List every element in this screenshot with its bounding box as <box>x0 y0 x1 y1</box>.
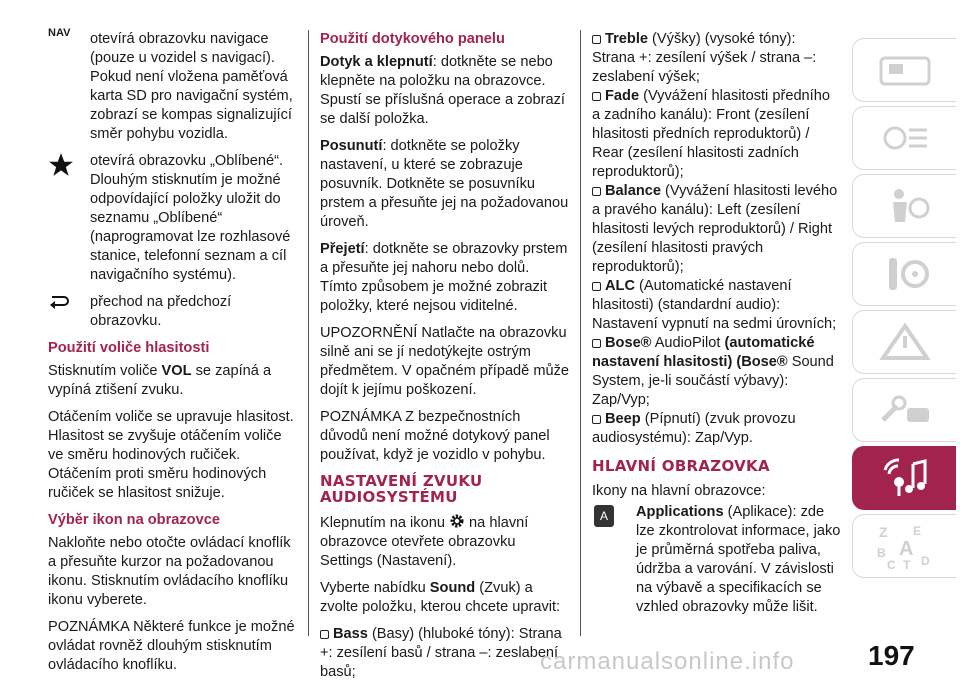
text: : dotkněte se nebo klepněte na položku na obrazovce. Spustí se příslušná operace a zobrazí se další položka. <box>320 54 565 127</box>
index-letters-icon <box>873 521 937 571</box>
tab-car-info[interactable] <box>852 38 956 102</box>
back-arrow-icon <box>48 294 88 317</box>
text: (Pípnutí) (zvuk provozu audiosystému): Zap/Vyp. <box>592 411 796 446</box>
text: AudioPilot <box>651 335 725 351</box>
svg-text:T: T <box>902 558 910 571</box>
text: (Basy) (hluboké tóny): Strana +: zesílení basů / strana –: zeslabení basů; <box>320 626 562 680</box>
checkbox-icon <box>592 415 601 424</box>
term: (automatické nastavení hlasitosti) (Bose® <box>592 335 815 370</box>
tab-starting-driving[interactable] <box>852 242 956 306</box>
term: Přejetí <box>320 241 365 257</box>
checkbox-icon <box>592 339 601 348</box>
term: Dotyk a klepnutí <box>320 54 433 70</box>
page-number: 197 <box>868 640 915 671</box>
sound-label: Sound <box>429 580 476 596</box>
text: (Zvuk) a zvolte položku, kterou chcete upravit: <box>320 580 561 615</box>
warning-triangle-icon <box>875 322 935 362</box>
fade-item <box>592 87 842 182</box>
volume-paragraph-2: Otáčením voliče se upravuje hlasitost. Hlasitost se zvyšuje otáčením voliče ve směru hodinových ručiček. Otáčením proti směru hodinových ručiček se hlasitost snižuje. <box>48 409 294 501</box>
term: Fade <box>605 88 640 104</box>
heading-audio-settings: NASTAVENÍ ZVUKU AUDIOSYSTÉMU <box>320 472 483 506</box>
term: Bose® <box>605 335 652 351</box>
heading-select-icons: Výběr ikon na obrazovce <box>48 512 220 528</box>
text: Stisknutím voliče <box>48 363 162 379</box>
tab-multimedia[interactable] <box>852 446 956 510</box>
tab-maintenance[interactable] <box>852 378 956 442</box>
note-text: POZNÁMKA Z bezpečnostních důvodů není možné dotykový panel používat, když je vozidlo v pohybu. <box>320 409 550 463</box>
column-divider <box>308 30 309 636</box>
applications-icon: A <box>594 505 614 527</box>
tab-safety[interactable] <box>852 174 956 238</box>
column-2 <box>320 30 570 690</box>
tab-index[interactable] <box>852 514 956 578</box>
back-item <box>48 293 298 331</box>
text: Klepnutím na ikonu <box>320 515 449 531</box>
multimedia-icon <box>875 456 935 500</box>
audio-paragraph-1 <box>320 513 570 571</box>
alc-item <box>592 277 842 334</box>
back-text: přechod na předchozí obrazovku. <box>90 294 232 329</box>
text: (Vyvážení hlasitosti předního a zadního kanálu): Front (zesílení hlasitosti předních reproduktorů) / Rear (zesílení hlasitosti zadních reproduktorů); <box>592 88 830 180</box>
watermark: carmanualsonline.info <box>540 648 795 675</box>
checkbox-icon <box>592 92 601 101</box>
text: (Aplikace): zde lze zkontrolovat informace, jako je průměrná spotřeba paliva, údržba a varování. V závislosti na výbavě a specifikacích se vzhled obrazovky může lišit. <box>636 504 841 615</box>
touch-swipe <box>320 240 570 316</box>
dashboard-lights-icon <box>875 118 935 158</box>
heading-touch-panel: Použití dotykového panelu <box>320 31 505 47</box>
volume-paragraph-1 <box>48 362 298 400</box>
term: Bass <box>333 626 368 642</box>
warning-text: UPOZORNĚNÍ Natlačte na obrazovku silně ani se jí nedotýkejte ostrým předmětem. V opačném případě může dojít k jejímu poškození. <box>320 325 570 398</box>
applications-item <box>592 503 842 617</box>
favourites-item <box>48 152 298 285</box>
wrench-car-icon <box>875 390 935 430</box>
audio-paragraph-2 <box>320 579 570 617</box>
car-info-icon <box>875 50 935 90</box>
text: : dotkněte se obrazovky prstem a přesuňte jej nahoru nebo dolů. Tímto způsobem je možné zobrazit položky, které nejsou viditelné. <box>320 241 568 314</box>
svg-text:E: E <box>912 524 921 538</box>
column-1 <box>48 27 298 683</box>
text: (Výšky) (vysoké tóny): Strana +: zesílení výšek / strana –: zeslabení výšek; <box>592 31 817 85</box>
text: (Vyvážení hlasitosti levého a pravého kanálu): Left (zesílení hlasitosti levých reproduktorů) / Right (zesílení hlasitosti pravých reproduktorů); <box>592 183 838 275</box>
gear-icon <box>449 515 465 531</box>
text: : dotkněte se položky nastavení, u které se zobrazuje posuvník. Dotkněte se posuvníku prstem a přesuňte jej na požadovanou úroveň. <box>320 138 569 230</box>
bose-item <box>592 334 842 410</box>
checkbox-icon <box>592 282 601 291</box>
treble-item <box>592 30 842 87</box>
balance-item <box>592 182 842 277</box>
beep-item <box>592 410 842 448</box>
checkbox-icon <box>592 35 601 44</box>
svg-text:D: D <box>920 554 930 568</box>
svg-text:Z: Z <box>878 524 888 540</box>
term: Posunutí <box>320 138 383 154</box>
tab-emergency[interactable] <box>852 310 956 374</box>
term: Beep <box>605 411 641 427</box>
touch-tap <box>320 53 570 129</box>
heading-main-screen: HLAVNÍ OBRAZOVKA <box>592 457 770 475</box>
vol-label: VOL <box>161 363 192 379</box>
term: ALC <box>605 278 635 294</box>
heading-volume: Použití voliče hlasitosti <box>48 340 210 356</box>
term: Applications <box>636 504 724 520</box>
seatbelt-airbag-icon <box>875 186 935 226</box>
tab-dashboard-lights[interactable] <box>852 106 956 170</box>
column-divider <box>580 30 581 636</box>
nav-label: NAV <box>48 27 71 39</box>
select-note: POZNÁMKA Některé funkce je možné ovládat rovněž dlouhým stisknutím ovládacího knoflíku. <box>48 619 295 673</box>
bass-item <box>320 625 570 682</box>
term: Treble <box>605 31 648 47</box>
svg-text:B: B <box>876 546 886 560</box>
term: Balance <box>605 183 661 199</box>
star-icon <box>48 152 88 185</box>
checkbox-icon <box>320 630 329 639</box>
nav-text: otevírá obrazovku navigace (pouze u vozidel s navigací). Pokud není vložena paměťová karta SD pro navigační systém, zobrazí se kompas signalizující směr pohybu vozidla. <box>90 31 293 142</box>
key-steering-icon <box>875 254 935 294</box>
main-screen-intro: Ikony na hlavní obrazovce: <box>592 483 766 499</box>
text: Vyberte nabídku <box>320 580 430 596</box>
column-3 <box>592 30 842 625</box>
nav-item <box>48 27 298 144</box>
select-paragraph-1: Nakloňte nebo otočte ovládací knoflík a přesuňte kurzor na požadovanou ikonu. Stisknutím ovládacího knoflíku ikonu vyberete. <box>48 535 291 608</box>
text: Sound System, je-li součástí výbavy): Zap/Vyp; <box>592 354 834 408</box>
favourites-text: otevírá obrazovku „Oblíbené“. Dlouhým stisknutím je možné odpovídající položky uložit do seznamu „Oblíbené“ (naprogramovat lze rozhlasové stanice, telefonní seznam a cíl navigačního systému). <box>90 153 291 283</box>
checkbox-icon <box>592 187 601 196</box>
text: na hlavní obrazovce otevřete obrazovku Settings (Nastavení). <box>320 515 529 569</box>
text: se zapíná a vypíná ztišení zvuku. <box>48 363 272 398</box>
touch-slide <box>320 137 570 232</box>
text: (Automatické nastavení hlasitosti) (standardní audio): Nastavení vypnutí na sedmi úrovních; <box>592 278 837 332</box>
svg-text:A: A <box>898 538 913 560</box>
svg-text:C: C <box>886 558 896 571</box>
